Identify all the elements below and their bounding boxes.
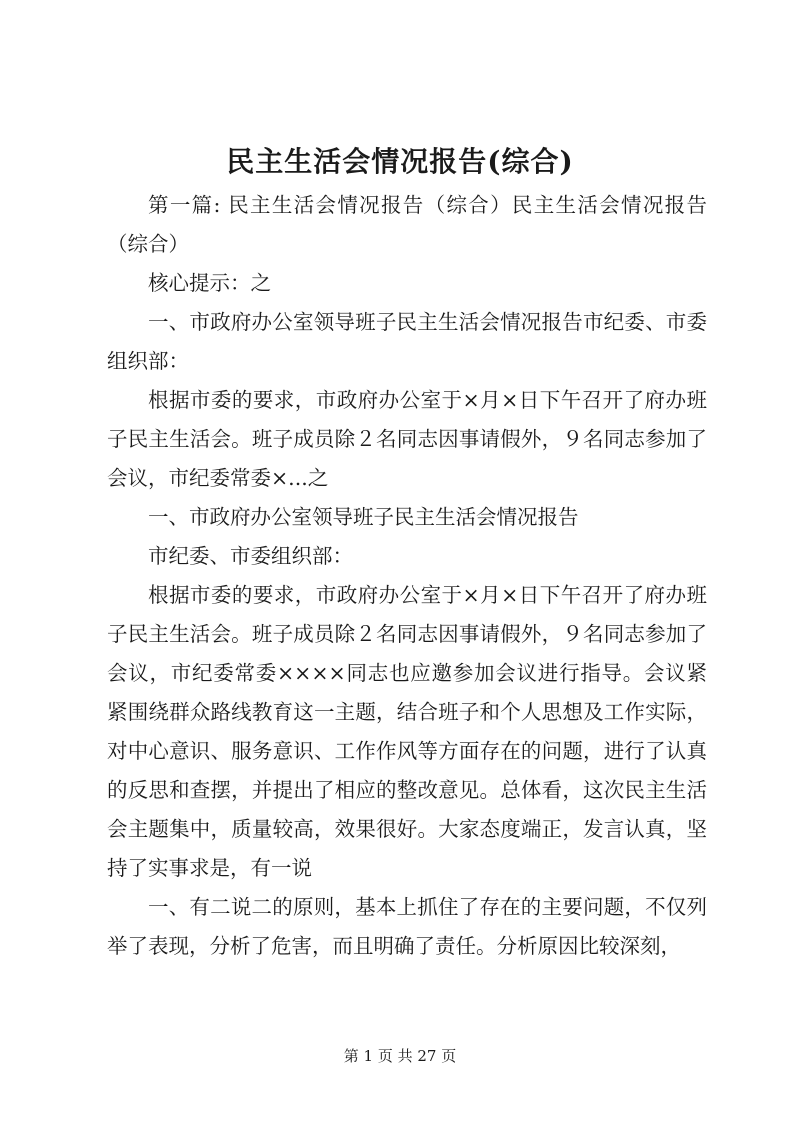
paragraph-1: 第一篇: 民主生活会情况报告（综合）民主生活会情况报告（综合） [107,193,707,256]
document-body [107,186,707,966]
page-number-footer: 第 1 页 共 27 页 [343,1047,457,1065]
paragraph-5: 一、市政府办公室领导班子民主生活会情况报告 [148,505,579,529]
paragraph-4: 根据市委的要求，市政府办公室于×月×日下午召开了府办班子民主生活会。班子成员除２名同志因事请假外，９名同志参加了会议，市纪委常委×...之 [107,388,707,490]
paragraph-2: 核心提示：之 [148,271,271,295]
paragraph-8: 一、有二说二的原则，基本上抓住了存在的主要问题，不仅列举了表现，分析了危害，而且明确了责任。分析原因比较深刻， [107,895,707,958]
paragraph-3: 一、市政府办公室领导班子民主生活会情况报告市纪委、市委组织部： [107,310,707,373]
paragraph-7: 根据市委的要求，市政府办公室于×月×日下午召开了府办班子民主生活会。班子成员除２名同志因事请假外，９名同志参加了会议，市纪委常委××××同志也应邀参加会议进行指导。会议紧紧围绕群众路线教育这一主题，结合班子和个人思想及工作实际，对中心意识、服务意识、工作作风等方面存在的问题，进行了认真的反思和查摆，并提出了相应的整改意见。总体看，这次民主生活会主题集中，质量较高，效果很好。大家态度端正，发言认真，坚持了实事求是，有一说 [107,583,707,880]
document-title: 民主生活会情况报告(综合) [226,145,574,178]
paragraph-6: 市纪委、市委组织部： [148,544,353,568]
